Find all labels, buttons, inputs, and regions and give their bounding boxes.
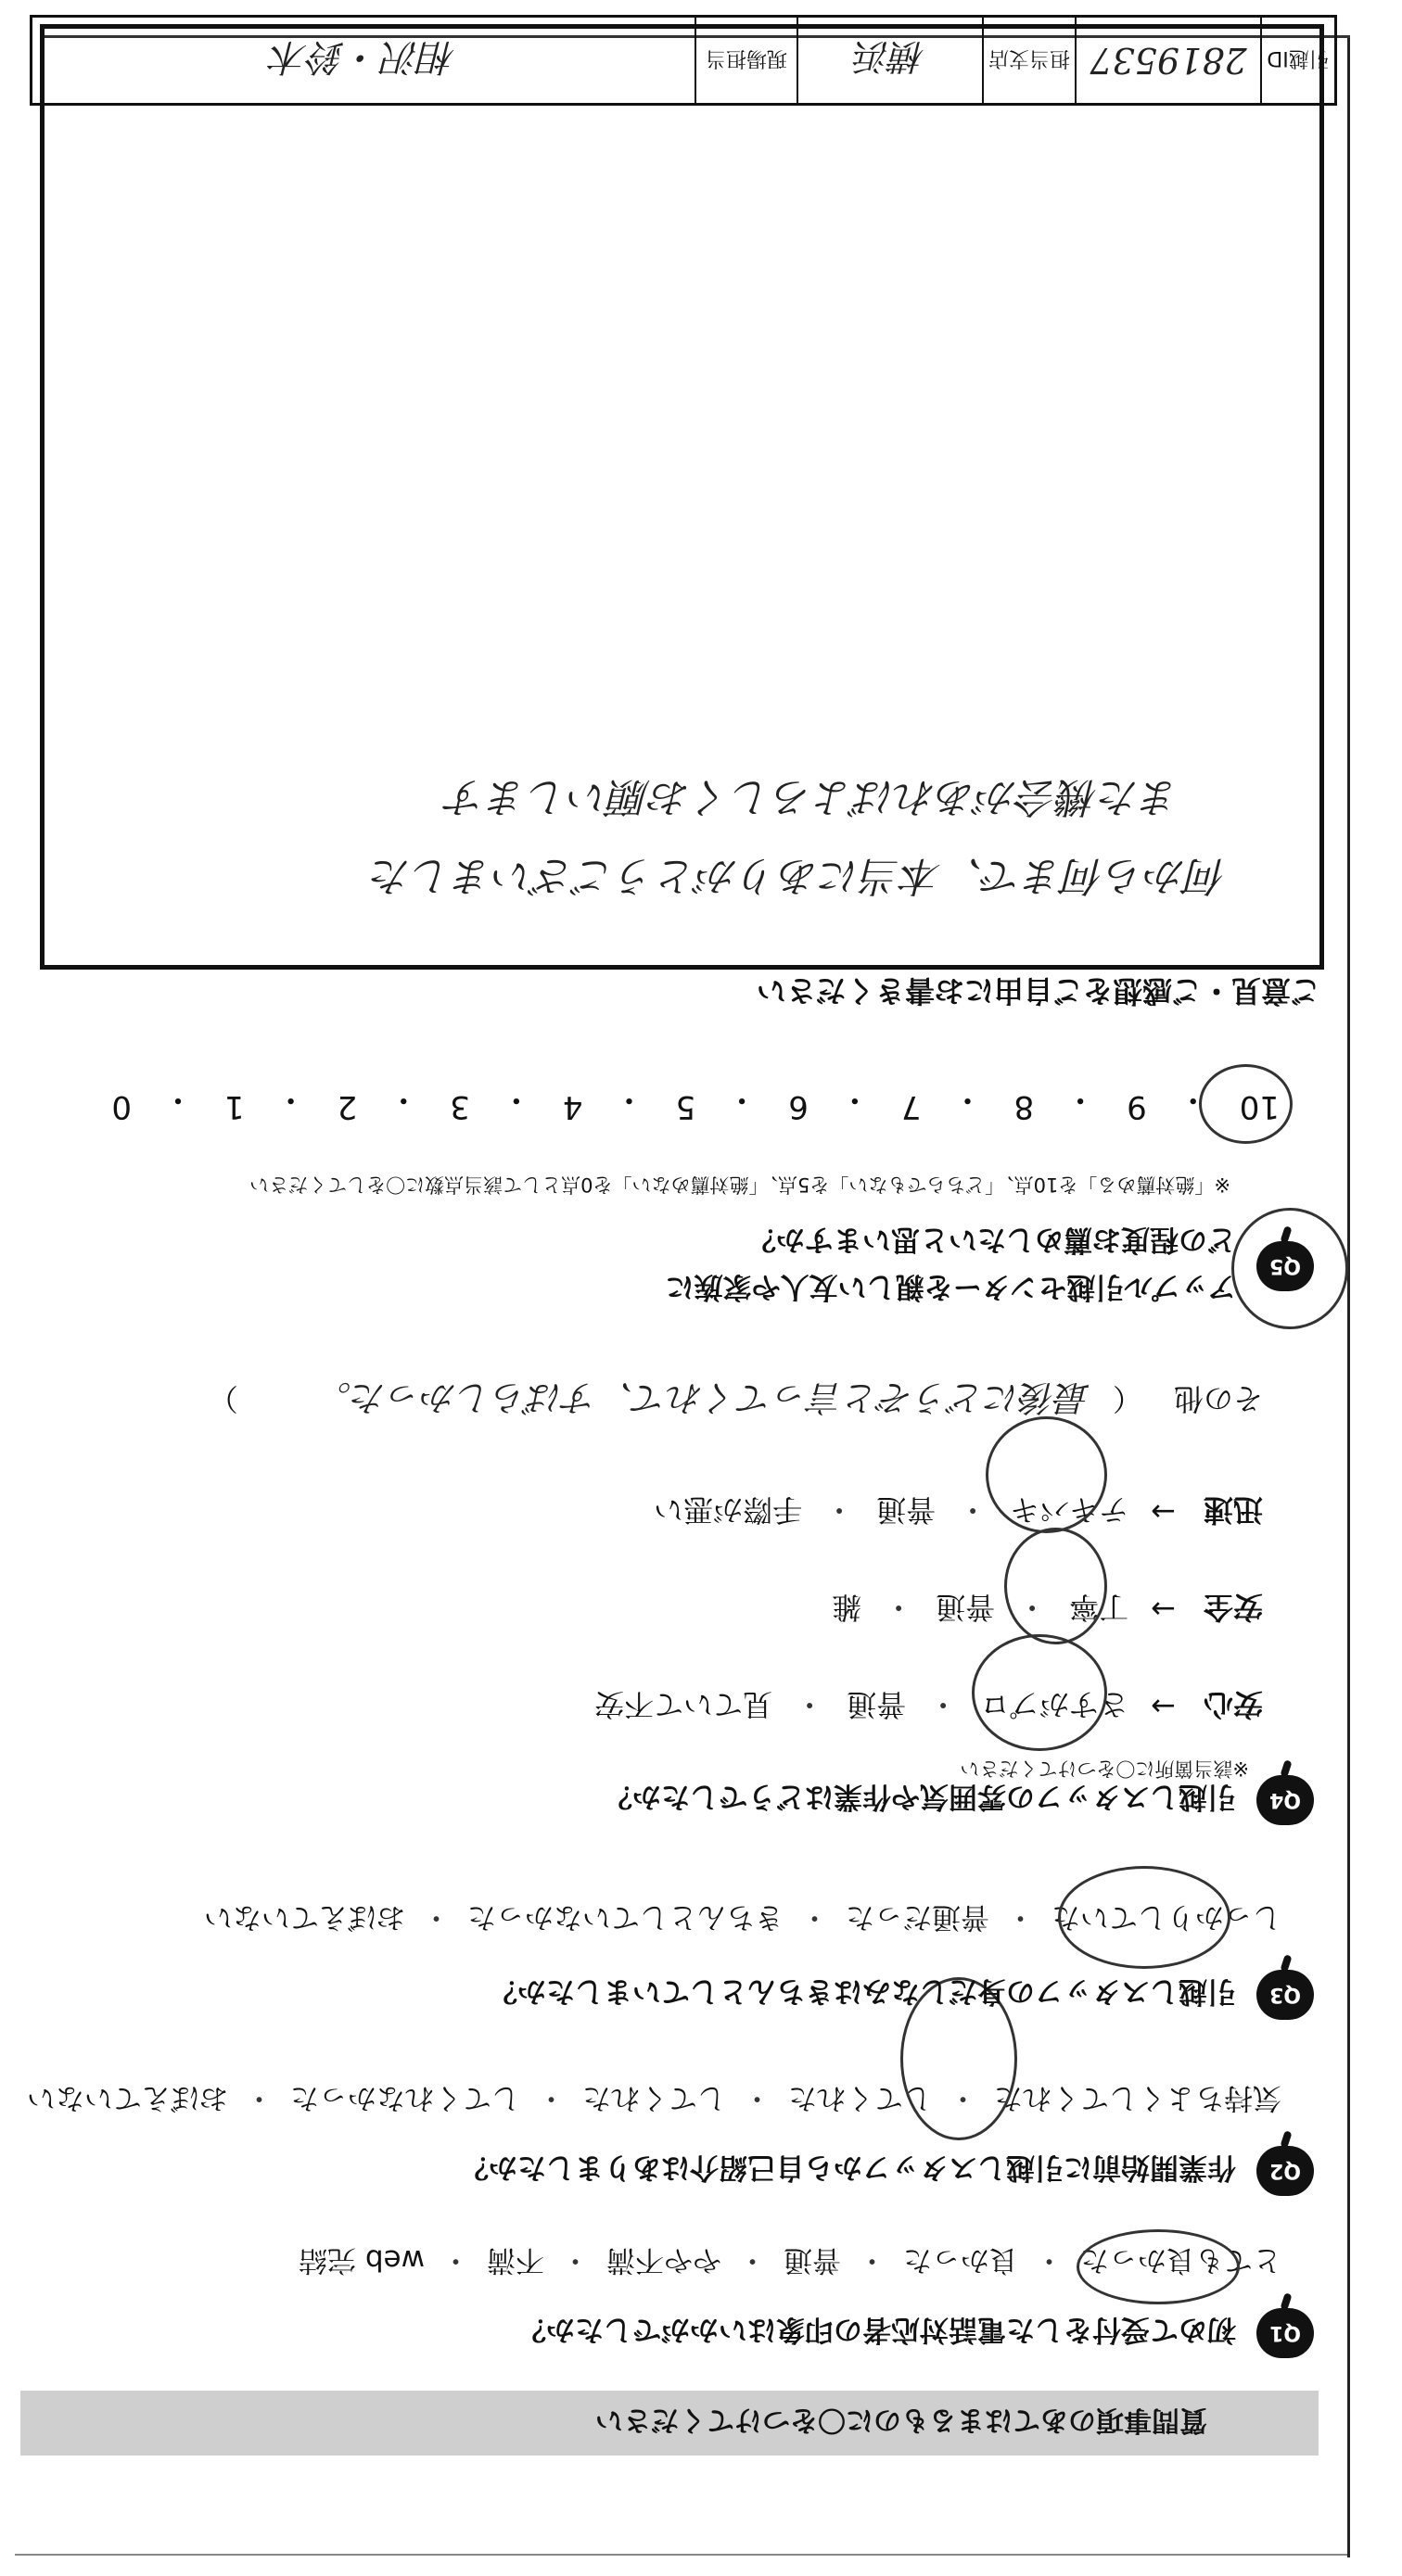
feedback-handwriting-line1: 何から何まで、本当にありがとうございました xyxy=(370,852,1227,899)
q4-option[interactable]: 見ていて不安 xyxy=(594,1687,773,1722)
q2-options: 気持ちよくしてくれた ・ してくれた ・ してくれた ・ してくれなかった ・ おぼえていない xyxy=(27,2080,1281,2122)
q4-answer-circle-anshin xyxy=(972,1634,1107,1751)
q4-note: ※該当箇所に〇をつけてください xyxy=(960,1758,1249,1780)
q4-answer-circle-anzen xyxy=(1004,1528,1107,1644)
q3-option[interactable]: きちんとしていなかった xyxy=(467,1900,784,1934)
q1-option[interactable]: web 完結 xyxy=(299,2243,425,2277)
scale-option[interactable]: 10 xyxy=(1239,1088,1280,1125)
frame-line-top xyxy=(15,2554,1350,2556)
scale-option[interactable]: 3 xyxy=(450,1088,470,1125)
q4-option[interactable]: テキパキ xyxy=(1010,1492,1129,1528)
q2-badge: Q2 xyxy=(1256,2146,1314,2196)
scale-option[interactable]: 2 xyxy=(337,1088,358,1125)
q5-text-line2: どの程度お薦めしたいと思いますか？ xyxy=(747,1223,1236,1256)
q4-row-label: 安全 xyxy=(1203,1590,1263,1625)
branch-label: 担当支店 xyxy=(988,46,1071,70)
q2-option[interactable]: してくれなかった xyxy=(290,2081,520,2114)
q1-text: 初めて受付をした電話対応者の印象はいかがでしたか？ xyxy=(517,2313,1236,2347)
q3-question xyxy=(489,1970,1314,2020)
q5-scale: 10 ・ 9 ・ 8 ・ 7 ・ 6 ・ 5 ・ 4 ・ 3 ・ 2 ・ 1 ・ 0 xyxy=(111,1081,1280,1125)
q4-other: その他 （ 最後にどうぞと言ってくれて、すばらしかった。 ） xyxy=(209,1376,1263,1427)
q1-question xyxy=(517,2308,1314,2358)
staff-value: 相沢・鈴木 xyxy=(271,35,456,79)
q5-text-line1: アップル引越センターを親しい友人や家族に xyxy=(665,1270,1236,1303)
scale-option[interactable]: 0 xyxy=(111,1088,132,1125)
feedback-handwriting-line2: また機会があればよろしくお願いします xyxy=(446,773,1180,820)
q5-question xyxy=(666,1222,1314,1311)
q4-other-handwriting: 最後にどうぞと言ってくれて、すばらしかった。 xyxy=(315,1377,1090,1418)
q1-option[interactable]: 普通 xyxy=(784,2243,841,2277)
q4-answer-circle-jinsoku xyxy=(986,1416,1107,1533)
q5-answer-circle xyxy=(1199,1064,1293,1144)
q4-option[interactable]: 丁寧 xyxy=(1069,1590,1129,1625)
scale-option[interactable]: 5 xyxy=(675,1088,696,1125)
staff-header-table xyxy=(30,15,1337,106)
q1-option[interactable]: 良かった xyxy=(903,2243,1018,2277)
q1-option[interactable]: やや不満 xyxy=(606,2243,721,2277)
instructions-banner: 質問事項のあてはまるものに〇をつけてください xyxy=(20,2391,1319,2455)
q1-answer-circle xyxy=(1077,2229,1240,2304)
scale-option[interactable]: 7 xyxy=(900,1088,922,1125)
id-label: 引越ID xyxy=(1267,46,1330,70)
q3-options: しっかりしていた ・ 普通だった ・ きちんとしていなかった ・ おぼえていない xyxy=(204,1899,1281,1941)
feedback-label: ご意見・ご感想をご自由にお書きください xyxy=(756,973,1320,1009)
q3-badge: Q3 xyxy=(1256,1970,1314,2020)
q4-option[interactable]: 手際が悪い xyxy=(654,1492,803,1528)
q4-option[interactable]: 普通 xyxy=(847,1687,907,1722)
q5-badge: Q5 xyxy=(1256,1241,1314,1291)
q1-option[interactable]: とても良かった xyxy=(1080,2243,1281,2277)
q4-text: 引越しスタッフの雰囲気や作業はどうでしたか？ xyxy=(604,1780,1236,1814)
q3-option[interactable]: しっかりしていた xyxy=(1052,1900,1281,1934)
q1-badge: Q1 xyxy=(1256,2308,1314,2358)
q4-row-anshin: 安心 → さすがプロ ・ 普通 ・ 見ていて不安 xyxy=(594,1685,1263,1728)
q4-row-label: 迅速 xyxy=(1203,1492,1263,1528)
q1-options: とても良かった ・ 良かった ・ 普通 ・ やや不満 ・ 不満 ・ web 完結 xyxy=(299,2242,1281,2284)
q4-row-label: 安心 xyxy=(1203,1687,1263,1722)
q2-option[interactable]: してくれた xyxy=(788,2081,932,2114)
q4-badge: Q4 xyxy=(1256,1775,1314,1825)
q4-option[interactable]: 雑 xyxy=(832,1590,862,1625)
q3-text: 引越しスタッフの身だしなみはきちんとしていましたか？ xyxy=(489,1974,1236,2009)
q3-option[interactable]: おぼえていない xyxy=(204,1900,405,1934)
q2-option[interactable]: おぼえていない xyxy=(27,2081,228,2114)
scale-option[interactable]: 9 xyxy=(1127,1088,1147,1125)
staff-label: 現場担当 xyxy=(706,46,788,70)
frame-line-left xyxy=(1347,36,1350,2557)
q4-option[interactable]: さすがプロ xyxy=(980,1687,1129,1722)
scale-option[interactable]: 1 xyxy=(223,1088,245,1125)
scale-option[interactable]: 6 xyxy=(788,1088,809,1125)
q4-other-label: その他 xyxy=(1173,1381,1263,1417)
scale-option[interactable]: 8 xyxy=(1013,1088,1035,1125)
q4-option[interactable]: 普通 xyxy=(936,1590,996,1625)
branch-value: 横浜 xyxy=(855,36,926,78)
q2-option[interactable]: してくれた xyxy=(582,2081,726,2114)
q2-text: 作業開始前に引越しスタッフから自己紹介はありましたか？ xyxy=(460,2151,1236,2185)
scale-option[interactable]: 4 xyxy=(562,1088,583,1125)
q5-note: ※「絶対薦める」を10点、「どちらでもない」を5点、「絶対薦めない」を0点として該当点数に〇をしてください xyxy=(249,1174,1230,1196)
q3-answer-circle xyxy=(1058,1866,1230,1969)
q3-option[interactable]: 普通だった xyxy=(846,1900,989,1934)
q2-question xyxy=(460,2146,1314,2196)
q4-option[interactable]: 普通 xyxy=(876,1492,937,1528)
q4-row-anzen: 安全 → 丁寧 ・ 普通 ・ 雑 xyxy=(832,1588,1263,1631)
q4-row-jinsoku: 迅速 → テキパキ ・ 普通 ・ 手際が悪い xyxy=(654,1491,1263,1533)
feedback-box xyxy=(40,24,1324,970)
q1-option[interactable]: 不満 xyxy=(487,2243,544,2277)
q2-option[interactable]: 気持ちよくしてくれた xyxy=(994,2081,1281,2114)
id-value: 2819537 xyxy=(1090,40,1247,81)
